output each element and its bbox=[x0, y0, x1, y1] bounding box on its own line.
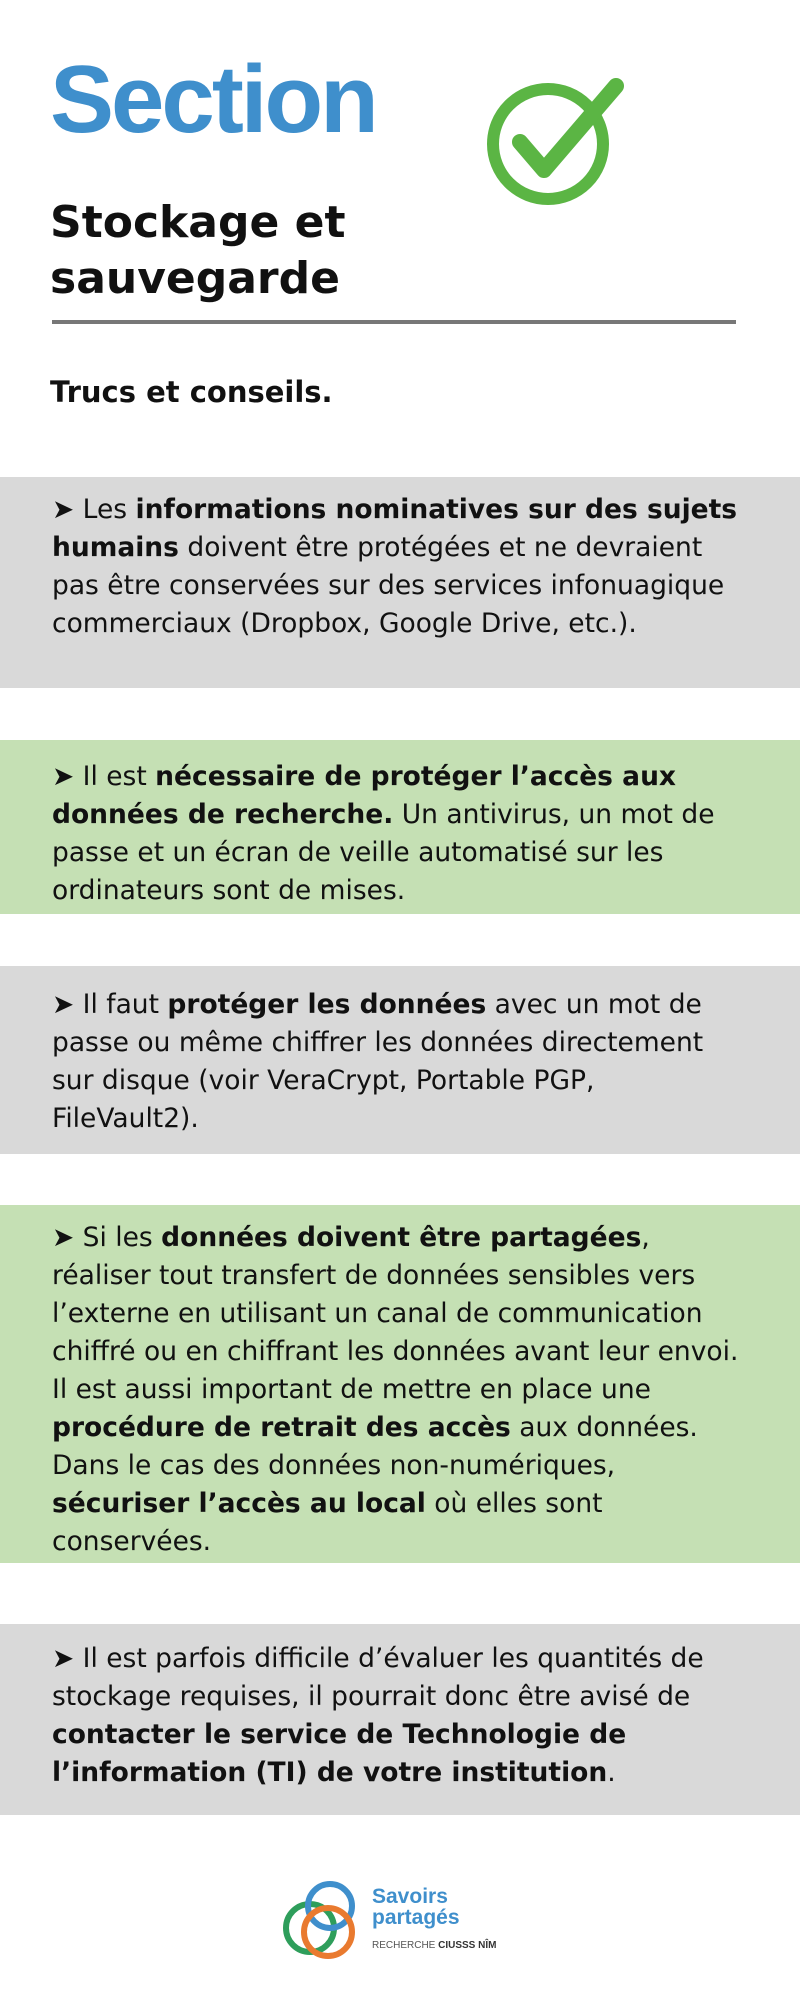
tip-text: ➤ Il est nécessaire de protéger l’accès aux données de recherche. Un antivirus, un mot de passe et un écran de veille automatisé sur les ordinateurs sont de mises. bbox=[52, 761, 715, 906]
tip-card-3 bbox=[0, 966, 800, 1154]
tip-text: ➤ Il faut protéger les données avec un mot de passe ou même chiffrer les données directement sur disque (voir VeraCrypt, Portable PGP, FileVault2). bbox=[52, 989, 704, 1134]
tip-text: ➤ Les informations nominatives sur des sujets humains doivent être protégées et ne devraient pas être conservées sur des services infonuagique commerciaux (Dropbox, Google Drive, etc.). bbox=[52, 494, 738, 639]
tip-card-2 bbox=[0, 740, 800, 914]
tip-text: ➤ Si les données doivent être partagées, réaliser tout transfert de données sensibles vers l’externe en utilisant un canal de communication chiffré ou en chiffrant les données avant leur envoi. Il est aussi important de mettre en place une procédure de retrait des accès aux données. Dans le cas des données non-numériques, sécuriser l’accès au local où elles sont conservées. bbox=[52, 1222, 739, 1557]
tip-card-4 bbox=[0, 1205, 800, 1563]
tip-card-5 bbox=[0, 1624, 800, 1815]
divider bbox=[52, 320, 736, 324]
subtitle: Trucs et conseils. bbox=[50, 375, 333, 409]
savoirs-partages-logo bbox=[276, 1878, 516, 1962]
rings-logo-icon bbox=[276, 1878, 366, 1962]
tip-text: ➤ Il est parfois difficile d’évaluer les quantités de stockage requises, il pourrait donc être avisé de contacter le service de Technologie de l’information (TI) de votre institution. bbox=[52, 1643, 704, 1788]
tip-card-1 bbox=[0, 477, 800, 688]
arrow-bullet-icon: ➤ bbox=[52, 494, 75, 525]
title-line-1: Stockage et bbox=[50, 197, 346, 248]
check-circle-icon bbox=[486, 78, 624, 208]
section-heading: Section bbox=[50, 46, 376, 153]
logo-name: Savoirs partagés bbox=[372, 1885, 460, 1929]
arrow-bullet-icon: ➤ bbox=[52, 1222, 75, 1253]
arrow-bullet-icon: ➤ bbox=[52, 761, 75, 792]
arrow-bullet-icon: ➤ bbox=[52, 989, 75, 1020]
logo-tagline: RECHERCHE CIUSSS NÎM bbox=[372, 1940, 497, 1951]
arrow-bullet-icon: ➤ bbox=[52, 1643, 75, 1674]
title-line-2: sauvegarde bbox=[50, 253, 340, 304]
page-title bbox=[50, 195, 470, 307]
